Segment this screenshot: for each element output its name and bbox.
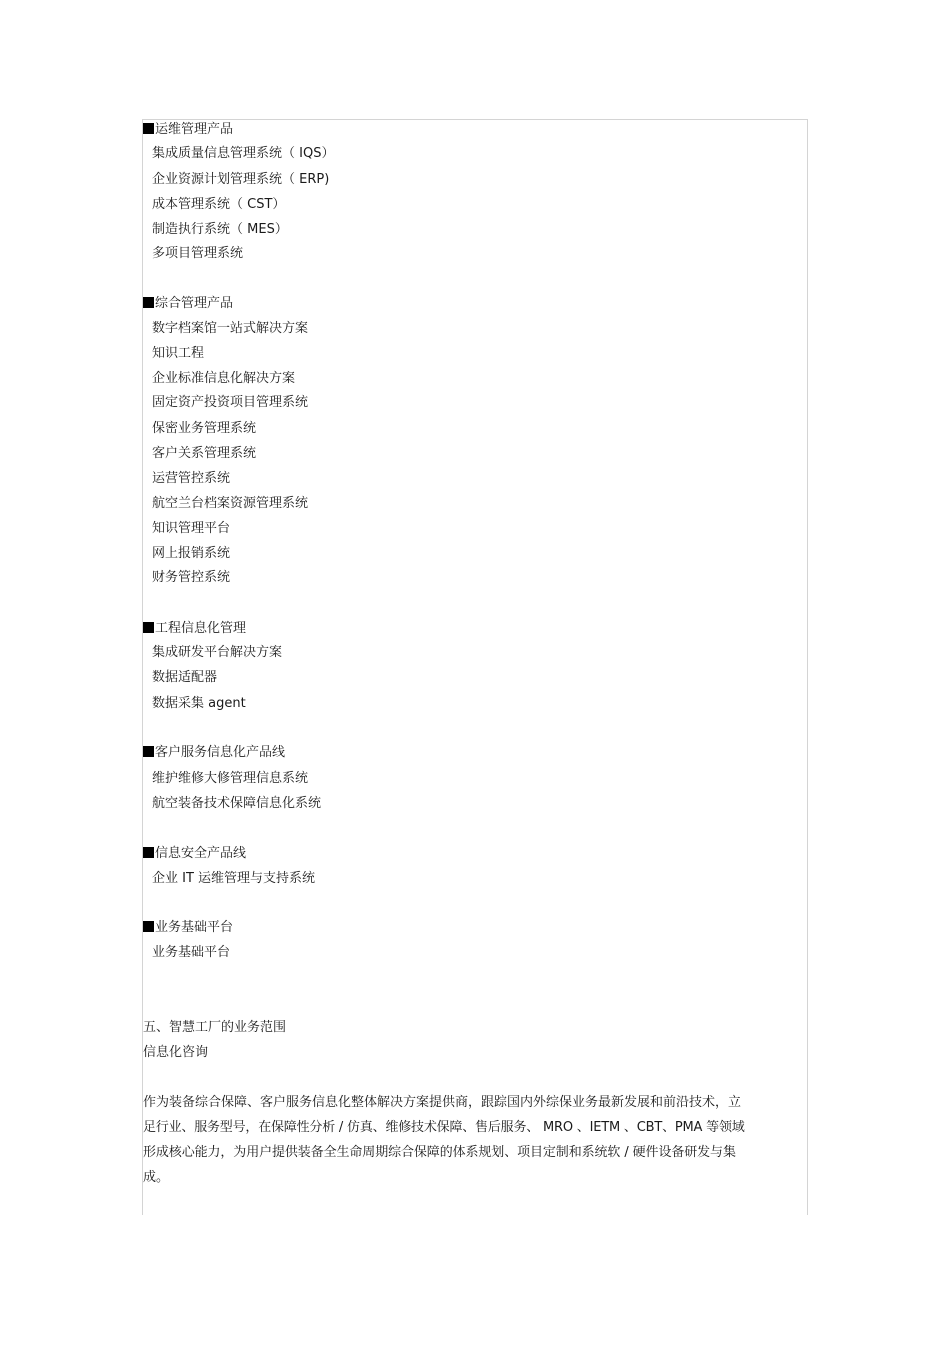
list-item: 航空兰台档案资源管理系统 <box>152 496 309 511</box>
square-bullet-icon <box>143 746 154 757</box>
square-bullet-icon <box>143 123 154 134</box>
section-heading: 运维管理产品 <box>143 122 233 138</box>
paragraph-line: 作为装备综合保障、客户服务信息化整体解决方案提供商，跟踪国内外综保业务最新发展和前沿技术，立 <box>143 1095 742 1110</box>
paragraph-line: 足行业、服务型号，在保障性分析 / 仿真、维修技术保障、售后服务、 MRO 、IETM 、CBT、PMA 等领域 <box>143 1120 745 1135</box>
list-item: 集成研发平台解决方案 <box>152 645 283 660</box>
square-bullet-icon <box>143 622 154 633</box>
list-item: 客户关系管理系统 <box>152 446 257 461</box>
list-item: 企业标准信息化解决方案 <box>152 371 296 386</box>
list-item: 企业资源计划管理系统（ ERP) <box>152 172 330 187</box>
list-item: 知识管理平台 <box>152 521 231 536</box>
list-item: 数据采集 agent <box>152 696 246 711</box>
paragraph-line: 形成核心能力，为用户提供装备全生命周期综合保障的体系规划、项目定制和系统软 / 硬件设备研发与集 <box>143 1145 736 1160</box>
list-item: 成本管理系统（ CST） <box>152 197 286 212</box>
section-heading: 工程信息化管理 <box>143 621 246 637</box>
list-item: 数字档案馆一站式解决方案 <box>152 321 309 336</box>
chapter-title: 五、智慧工厂的业务范围 <box>143 1020 287 1035</box>
list-item: 多项目管理系统 <box>152 246 244 261</box>
square-bullet-icon <box>143 847 154 858</box>
section-heading: 信息安全产品线 <box>143 846 246 862</box>
square-bullet-icon <box>143 297 154 308</box>
paragraph-line: 成。 <box>143 1170 170 1185</box>
list-item: 保密业务管理系统 <box>152 421 257 436</box>
list-item: 数据适配器 <box>152 670 218 685</box>
section-heading: 综合管理产品 <box>143 296 233 312</box>
list-item: 制造执行系统（ MES） <box>152 222 288 237</box>
list-item: 网上报销系统 <box>152 546 231 561</box>
list-item: 业务基础平台 <box>152 945 231 960</box>
list-item: 运营管控系统 <box>152 471 231 486</box>
list-item: 企业 IT 运维管理与支持系统 <box>152 871 316 886</box>
section-heading: 客户服务信息化产品线 <box>143 745 285 761</box>
page-frame <box>142 119 808 1215</box>
list-item: 知识工程 <box>152 346 205 361</box>
section-heading: 业务基础平台 <box>143 920 233 936</box>
subsection-title: 信息化咨询 <box>143 1045 209 1060</box>
square-bullet-icon <box>143 921 154 932</box>
list-item: 航空装备技术保障信息化系统 <box>152 796 322 811</box>
list-item: 维护维修大修管理信息系统 <box>152 771 309 786</box>
list-item: 财务管控系统 <box>152 570 231 585</box>
list-item: 集成质量信息管理系统（ IQS） <box>152 146 335 161</box>
list-item: 固定资产投资项目管理系统 <box>152 395 309 410</box>
